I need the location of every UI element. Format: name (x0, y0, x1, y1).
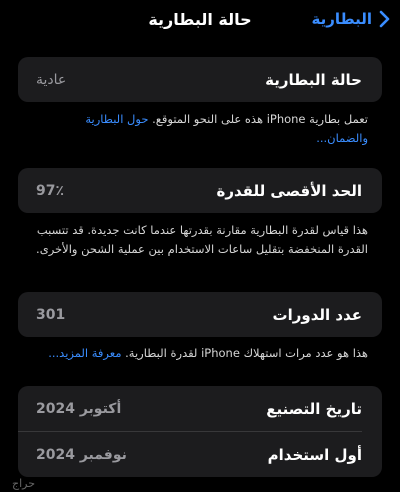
battery-health-note-text: تعمل بطارية iPhone هذه على النحو المتوقع. (152, 112, 368, 126)
cycle-count-label: عدد الدورات (272, 305, 362, 324)
maximum-capacity-note: هذا قياس لقدرة البطارية مقارنة بقدرتها عندما كانت جديدة. قد تتسبب القدرة المنخفضة بتقليل ساعات الاستخدام بين عملية الشحن والأخرى. (36, 223, 368, 256)
manufacture-date-row (18, 386, 382, 431)
maximum-capacity-label: الحد الأقصى للقدرة (216, 181, 362, 200)
back-button[interactable] (311, 10, 390, 28)
back-button-label: البطارية (311, 10, 372, 28)
first-use-label: أول استخدام (267, 445, 362, 464)
battery-health-note (32, 110, 368, 148)
battery-health-value: عادية (36, 71, 67, 88)
watermark: حراج (12, 477, 36, 490)
battery-warranty-link[interactable]: حول البطارية والضمان... (85, 112, 368, 145)
battery-health-label: حالة البطارية (265, 70, 362, 89)
navigation-bar (0, 0, 400, 44)
dates-card (18, 386, 382, 477)
battery-health-row (18, 57, 382, 102)
first-use-value: نوفمبر 2024 (36, 446, 127, 463)
manufacture-date-label: تاريخ التصنيع (266, 399, 362, 418)
cycle-count-note-text: هذا هو عدد مرات استهلاك iPhone لقدرة البطارية. (125, 346, 368, 360)
page-title: حالة البطارية (148, 10, 252, 29)
chevron-left-icon (378, 10, 390, 28)
cycle-count-row (18, 292, 382, 337)
manufacture-date-value: أكتوبر 2024 (36, 400, 122, 417)
maximum-capacity-card (18, 168, 382, 213)
maximum-capacity-value: 97٪ (36, 182, 65, 199)
battery-health-card (18, 57, 382, 102)
learn-more-link[interactable]: معرفة المزيد... (48, 346, 122, 360)
cycle-count-card (18, 292, 382, 337)
cycle-count-note (32, 344, 368, 363)
cycle-count-value: 301 (36, 306, 66, 323)
maximum-capacity-row (18, 168, 382, 213)
first-use-row (18, 432, 382, 477)
